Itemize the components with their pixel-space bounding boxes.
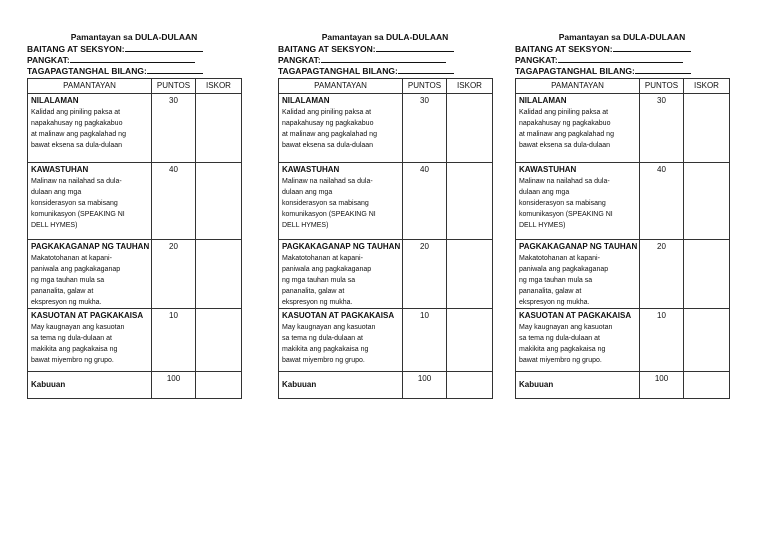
total-label: Kabuuan xyxy=(519,380,554,389)
score-cell[interactable] xyxy=(196,240,242,309)
header-iskor: ISKOR xyxy=(196,79,242,94)
criterion-description: Kalidad ang piniling paksa at napakahusay ng pagkakabuo at malinaw ang pagkalahad ng bawat eksena sa dula-dulaan xyxy=(282,109,377,149)
criterion-name: KAWASTUHAN xyxy=(519,165,577,174)
header-puntos: PUNTOS xyxy=(640,79,684,94)
field-baitang-seksyon: BAITANG AT SEKSYON: xyxy=(27,43,241,54)
score-cell[interactable] xyxy=(447,163,493,240)
criterion-description: Makatotohanan at kapani- paniwala ang pagkakaganap ng mga tauhan mula sa pananalita, galaw at ekspresyon ng mukha. xyxy=(31,255,121,306)
rubric-title: Pamantayan sa DULA-DULAAN xyxy=(70,32,198,42)
score-cell[interactable] xyxy=(196,94,242,163)
header-pamantayan: PAMANTAYAN xyxy=(516,79,640,94)
table-row xyxy=(516,163,730,240)
total-label: Kabuuan xyxy=(282,380,317,389)
header-pamantayan: PAMANTAYAN xyxy=(28,79,152,94)
criterion-points: 40 xyxy=(403,163,447,240)
criterion-name: KAWASTUHAN xyxy=(282,165,340,174)
field-pangkat: PANGKAT: xyxy=(515,54,729,65)
total-score-cell[interactable] xyxy=(447,372,493,399)
table-row xyxy=(28,94,242,163)
table-row-total xyxy=(516,372,730,399)
field-baitang-seksyon: BAITANG AT SEKSYON: xyxy=(515,43,729,54)
criterion-description: Malinaw na nailahad sa dula- dulaan ang mga konsiderasyon sa mabisang komunikasyon (SPEAKING NI DELL HYMES) xyxy=(31,178,125,229)
score-cell[interactable] xyxy=(684,94,730,163)
rubric-card-1 xyxy=(27,32,241,399)
criterion-name: KASUOTAN AT PAGKAKAISA xyxy=(519,311,632,320)
table-row xyxy=(516,94,730,163)
total-score-cell[interactable] xyxy=(684,372,730,399)
field-tagapagtanghal-bilang: TAGAPAGTANGHAL BILANG: xyxy=(278,65,492,76)
table-row-total xyxy=(28,372,242,399)
criterion-name: NILALAMAN xyxy=(31,96,79,105)
criterion-description: May kaugnayan ang kasuotan sa tema ng dula-dulaan at makikita ang pagkakaisa ng bawat miyembro ng grupo. xyxy=(31,324,125,364)
total-score-cell[interactable] xyxy=(196,372,242,399)
criterion-points: 40 xyxy=(640,163,684,240)
table-row xyxy=(516,240,730,309)
criterion-points: 30 xyxy=(403,94,447,163)
table-row-total xyxy=(279,372,493,399)
criterion-description: Malinaw na nailahad sa dula- dulaan ang mga konsiderasyon sa mabisang komunikasyon (SPEAKING NI DELL HYMES) xyxy=(282,178,376,229)
field-pangkat: PANGKAT: xyxy=(27,54,241,65)
criterion-points: 10 xyxy=(152,309,196,372)
criterion-points: 10 xyxy=(640,309,684,372)
score-cell[interactable] xyxy=(447,94,493,163)
header-puntos: PUNTOS xyxy=(403,79,447,94)
total-points: 100 xyxy=(640,372,684,399)
criterion-description: Kalidad ang piniling paksa at napakahusay ng pagkakabuo at malinaw ang pagkalahad ng bawat eksena sa dula-dulaan xyxy=(519,109,614,149)
header-pamantayan: PAMANTAYAN xyxy=(279,79,403,94)
criterion-description: Kalidad ang piniling paksa at napakahusay ng pagkakabuo at malinaw ang pagkalahad ng bawat eksena sa dula-dulaan xyxy=(31,109,126,149)
criterion-points: 30 xyxy=(640,94,684,163)
header-iskor: ISKOR xyxy=(684,79,730,94)
criterion-description: Malinaw na nailahad sa dula- dulaan ang mga konsiderasyon sa mabisang komunikasyon (SPEAKING NI DELL HYMES) xyxy=(519,178,613,229)
table-row xyxy=(279,309,493,372)
criterion-name: NILALAMAN xyxy=(282,96,330,105)
rubric-card-2 xyxy=(278,32,492,399)
criterion-points: 10 xyxy=(403,309,447,372)
header-puntos: PUNTOS xyxy=(152,79,196,94)
criterion-description: May kaugnayan ang kasuotan sa tema ng dula-dulaan at makikita ang pagkakaisa ng bawat miyembro ng grupo. xyxy=(282,324,376,364)
criterion-description: May kaugnayan ang kasuotan sa tema ng dula-dulaan at makikita ang pagkakaisa ng bawat miyembro ng grupo. xyxy=(519,324,613,364)
field-tagapagtanghal-bilang: TAGAPAGTANGHAL BILANG: xyxy=(27,65,241,76)
header-iskor: ISKOR xyxy=(447,79,493,94)
criterion-description: Makatotohanan at kapani- paniwala ang pagkakaganap ng mga tauhan mula sa pananalita, galaw at ekspresyon ng mukha. xyxy=(282,255,372,306)
table-row xyxy=(279,240,493,309)
table-row xyxy=(516,309,730,372)
criterion-name: PAGKAKAGANAP NG TAUHAN xyxy=(519,242,638,251)
rubric-card-3 xyxy=(515,32,729,399)
score-cell[interactable] xyxy=(684,163,730,240)
criterion-name: PAGKAKAGANAP NG TAUHAN xyxy=(31,242,150,251)
criterion-points: 20 xyxy=(403,240,447,309)
score-cell[interactable] xyxy=(196,309,242,372)
criterion-name: NILALAMAN xyxy=(519,96,567,105)
table-row xyxy=(28,240,242,309)
criterion-points: 40 xyxy=(152,163,196,240)
table-row xyxy=(28,309,242,372)
table-row xyxy=(279,94,493,163)
score-cell[interactable] xyxy=(447,309,493,372)
score-cell[interactable] xyxy=(196,163,242,240)
criterion-description: Makatotohanan at kapani- paniwala ang pagkakaganap ng mga tauhan mula sa pananalita, galaw at ekspresyon ng mukha. xyxy=(519,255,609,306)
field-tagapagtanghal-bilang: TAGAPAGTANGHAL BILANG: xyxy=(515,65,729,76)
score-cell[interactable] xyxy=(684,309,730,372)
rubric-title: Pamantayan sa DULA-DULAAN xyxy=(321,32,449,42)
score-cell[interactable] xyxy=(447,240,493,309)
criterion-name: KASUOTAN AT PAGKAKAISA xyxy=(31,311,144,320)
rubric-table xyxy=(278,78,493,399)
table-row xyxy=(279,163,493,240)
rubric-table xyxy=(515,78,730,399)
criterion-points: 30 xyxy=(152,94,196,163)
criterion-points: 20 xyxy=(640,240,684,309)
field-pangkat: PANGKAT: xyxy=(278,54,492,65)
field-baitang-seksyon: BAITANG AT SEKSYON: xyxy=(278,43,492,54)
criterion-name: KAWASTUHAN xyxy=(31,165,89,174)
criterion-points: 20 xyxy=(152,240,196,309)
rubric-title: Pamantayan sa DULA-DULAAN xyxy=(558,32,686,42)
rubric-table xyxy=(27,78,242,399)
table-row xyxy=(28,163,242,240)
total-points: 100 xyxy=(152,372,196,399)
score-cell[interactable] xyxy=(684,240,730,309)
total-points: 100 xyxy=(403,372,447,399)
total-label: Kabuuan xyxy=(31,380,66,389)
criterion-name: KASUOTAN AT PAGKAKAISA xyxy=(282,311,395,320)
criterion-name: PAGKAKAGANAP NG TAUHAN xyxy=(282,242,401,251)
